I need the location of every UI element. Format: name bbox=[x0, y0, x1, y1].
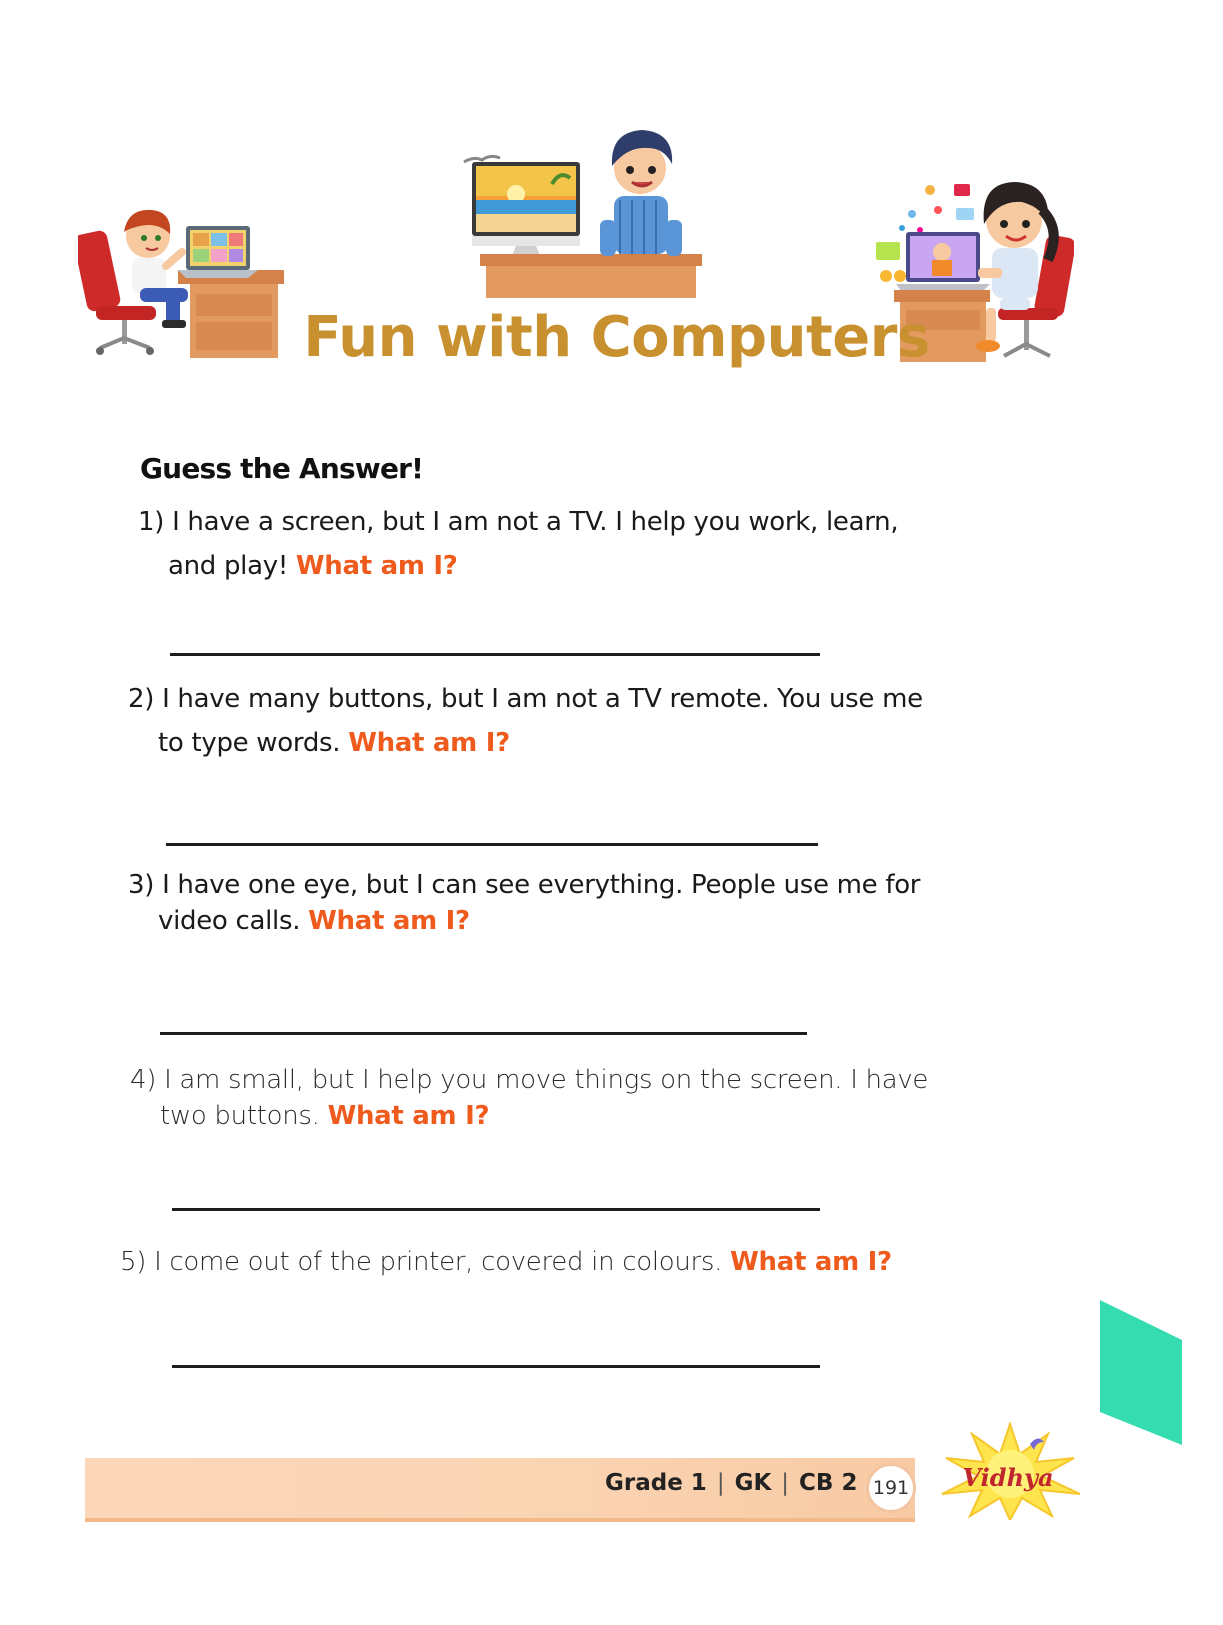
answer-line[interactable] bbox=[172, 1365, 820, 1368]
what-am-i-prompt: What am I? bbox=[348, 728, 510, 758]
question-5 bbox=[120, 1240, 892, 1284]
what-am-i-prompt: What am I? bbox=[730, 1247, 892, 1277]
separator: | bbox=[716, 1470, 725, 1496]
question-text: I have a screen, but I am not a TV. I help you work, learn, bbox=[172, 507, 899, 537]
question-text: I come out of the printer, covered in colours. bbox=[154, 1247, 723, 1277]
question-number: 5) bbox=[120, 1247, 147, 1277]
question-text: to type words. bbox=[158, 728, 341, 758]
subject-label: GK bbox=[734, 1470, 772, 1496]
question-text: video calls. bbox=[158, 906, 301, 936]
what-am-i-prompt: What am I? bbox=[308, 906, 470, 936]
what-am-i-prompt: What am I? bbox=[327, 1101, 490, 1131]
page-title: Fun with Computers bbox=[303, 305, 930, 370]
answer-line[interactable] bbox=[166, 843, 818, 846]
vidhya-logo bbox=[930, 1420, 1090, 1520]
question-4 bbox=[130, 1062, 928, 1134]
question-number: 4) bbox=[130, 1065, 157, 1095]
footer-info bbox=[605, 1470, 857, 1496]
what-am-i-prompt: What am I? bbox=[295, 551, 458, 581]
answer-line[interactable] bbox=[170, 653, 820, 656]
question-text: I have one eye, but I can see everything. People use me for bbox=[162, 870, 921, 900]
separator: | bbox=[781, 1470, 790, 1496]
question-text: I have many buttons, but I am not a TV remote. You use me bbox=[162, 684, 923, 714]
book-label: CB 2 bbox=[799, 1470, 858, 1496]
question-text: I am small, but I help you move things on the screen. I have bbox=[164, 1065, 929, 1095]
answer-line[interactable] bbox=[160, 1032, 807, 1035]
question-2 bbox=[128, 677, 923, 765]
page-number: 191 bbox=[866, 1463, 916, 1513]
grade-label: Grade 1 bbox=[605, 1470, 707, 1496]
boy-at-computer-illustration bbox=[460, 126, 705, 298]
question-text: and play! bbox=[168, 551, 288, 581]
section-heading: Guess the Answer! bbox=[140, 452, 424, 485]
question-3 bbox=[128, 867, 920, 939]
question-number: 3) bbox=[128, 870, 155, 900]
side-tab bbox=[1100, 1300, 1182, 1445]
question-text: two buttons. bbox=[160, 1101, 320, 1131]
answer-line[interactable] bbox=[172, 1208, 820, 1211]
logo-text: Vidhya bbox=[962, 1463, 1054, 1492]
question-number: 1) bbox=[138, 507, 165, 537]
question-number: 2) bbox=[128, 684, 155, 714]
question-1 bbox=[138, 500, 898, 588]
